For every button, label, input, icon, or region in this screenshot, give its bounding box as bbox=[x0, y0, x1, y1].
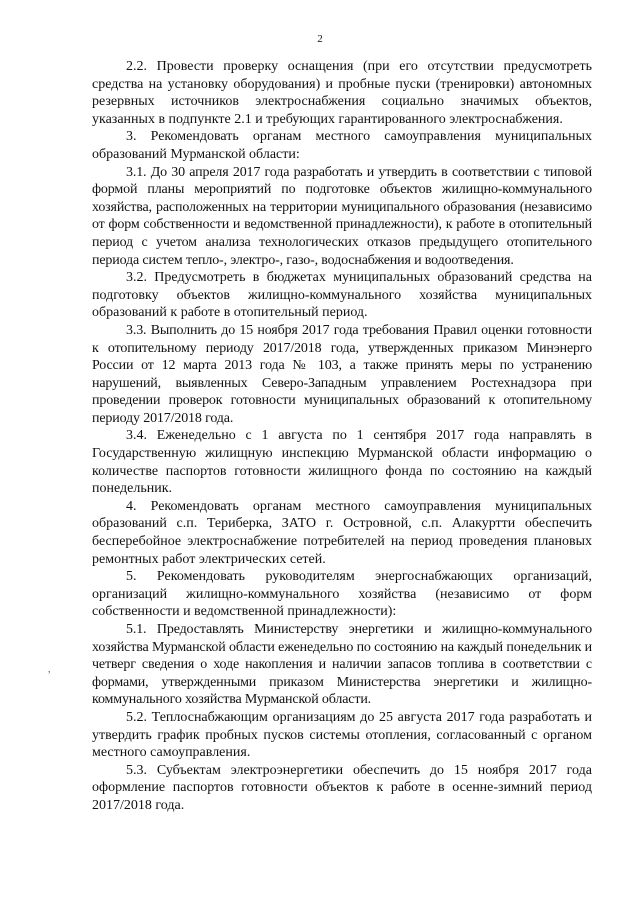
paragraph-5: 5. Рекомендовать руководителям энергоснабжающих организаций, организаций жилищно-коммунального хозяйства (независимо от форм собственности и ведомственной принадлежности): bbox=[92, 569, 592, 620]
scan-mark: , bbox=[48, 664, 51, 675]
paragraph-4: 4. Рекомендовать органам местного самоуправления муниципальных образований с.п. Териберка, ЗАТО г. Островной, с.п. Алакуртти обеспечить бесперебойное электроснабжение потребителей на период проведения плановых ремонтных работ электрических сетей. bbox=[92, 498, 592, 567]
paragraph-5-2: 5.2. Теплоснабжающим организациям до 25 августа 2017 года разработать и утвердить график пробных пусков системы отопления, согласованный с органом местного самоуправления. bbox=[92, 709, 592, 761]
document-body bbox=[92, 58, 592, 815]
paragraph-5-1: 5.1. Предоставлять Министерству энергетики и жилищно-коммунального хозяйства Мурманской области еженедельно по состоянию на каждый понедельник и четверг сведения о ходе накопления и наличии запасов топлива в соответствии с формами, утвержденными приказом Министерства энергетики и жилищно-коммунального хозяйства Мурманской области. bbox=[92, 622, 592, 708]
paragraph-3-3: 3.3. Выполнить до 15 ноября 2017 года требования Правил оценки готовности к отопительному периоду 2017/2018 года, утвержденных приказом Минэнерго России от 12 марта 2013 года № 103, а также принять меры по устранению нарушений, выявленных Северо-Западным управлением Ростехнадзора при проведении проверок готовности муниципальных образований к отопительному периоду 2017/2018 года. bbox=[92, 322, 592, 426]
paragraph-2-2: 2.2. Провести проверку оснащения (при его отсутствии предусмотреть средства на установку оборудования) и пробные пуски (тренировки) автономных резервных источников электроснабжения социально значимых объектов, указанных в подпункте 2.1 и требующих гарантированного электроснабжения. bbox=[92, 59, 592, 127]
paragraph-3-4: 3.4. Еженедельно с 1 августа по 1 сентября 2017 года направлять в Государственную жилищную инспекцию Мурманской области информацию о количестве паспортов готовности жилищного фонда по состоянию на каждый понедельник. bbox=[92, 428, 592, 497]
paragraph-3-1: 3.1. До 30 апреля 2017 года разработать и утвердить в соответствии с типовой формой планы мероприятий по подготовке объектов жилищно-коммунального хозяйства, расположенных на территории муниципального образования (независимо от форм собственности и ведомственной принадлежности), к работе в отопительный период с учетом анализа технологических отказов предыдущего отопительного периода систем тепло-, электро-, газо-, водоснабжения и водоотведения. bbox=[92, 164, 592, 268]
paragraph-3: 3. Рекомендовать органам местного самоуправления муниципальных образований Мурманской области: bbox=[92, 129, 592, 162]
page-number: 2 bbox=[317, 33, 323, 45]
paragraph-5-3: 5.3. Субъектам электроэнергетики обеспечить до 15 ноября 2017 года оформление паспортов готовности объектов к работе в осенне-зимний период 2017/2018 года. bbox=[92, 762, 592, 813]
paragraph-3-2: 3.2. Предусмотреть в бюджетах муниципальных образований средства на подготовку объектов жилищно-коммунального хозяйства муниципальных образований к работе в отопительный период. bbox=[92, 270, 592, 321]
